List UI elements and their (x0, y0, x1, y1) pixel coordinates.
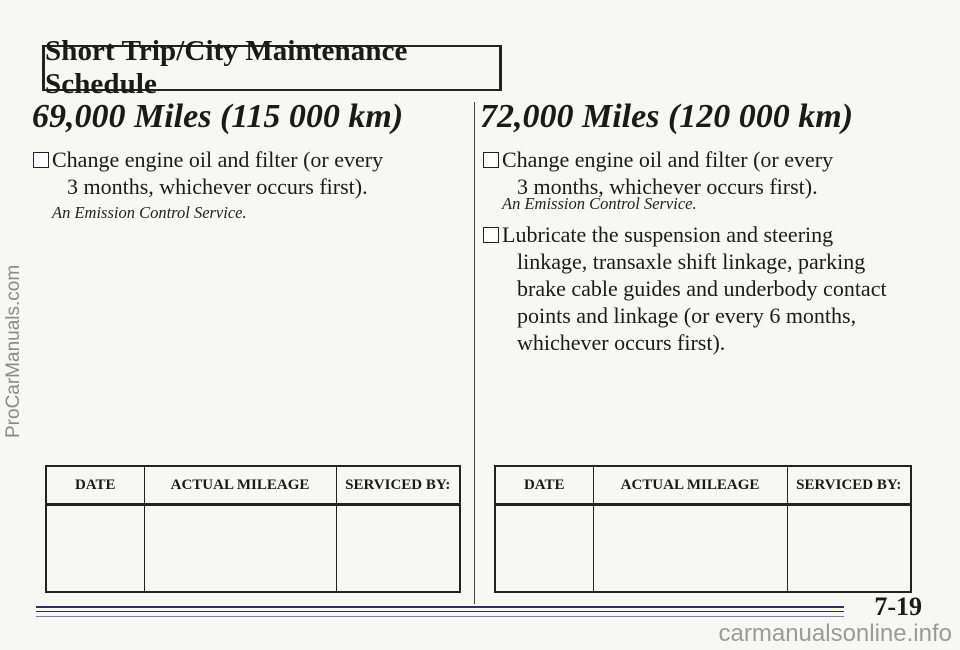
section-header (42, 35, 502, 100)
column-header: SERVICED BY: (336, 466, 460, 505)
column-divider (474, 102, 475, 604)
emission-note: An Emission Control Service. (52, 203, 247, 222)
item-text: whichever occurs first). (517, 330, 726, 355)
checklist-item (32, 146, 462, 200)
table-header-row (495, 466, 911, 505)
column-header: DATE (495, 466, 593, 505)
serviced-by-cell[interactable] (787, 505, 911, 593)
date-cell[interactable] (46, 505, 144, 593)
column-header: ACTUAL MILEAGE (593, 466, 787, 505)
page-number: 7-19 (874, 592, 922, 621)
item-text: brake cable guides and underbody contact (517, 276, 887, 301)
footer-rule (36, 606, 844, 608)
item-text: 3 months, whichever occurs first). (67, 174, 368, 199)
footer-rule (36, 611, 844, 612)
side-watermark: ProCarManuals.com (3, 264, 24, 438)
column-header: DATE (46, 466, 144, 505)
column-header: SERVICED BY: (787, 466, 911, 505)
milestone-heading-right: 72,000 Miles (120 000 km) (480, 98, 854, 135)
section-title: Short Trip/City Maintenance Schedule (45, 35, 408, 100)
item-text: Change engine oil and filter (or every (52, 147, 384, 172)
checkbox-icon (33, 152, 49, 168)
serviced-by-cell[interactable] (336, 505, 460, 593)
checkbox-icon (483, 152, 499, 168)
date-cell[interactable] (495, 505, 593, 593)
mileage-cell[interactable] (144, 505, 336, 593)
item-text: linkage, transaxle shift linkage, parking (517, 249, 866, 274)
table-row (495, 505, 911, 593)
checklist-item (482, 146, 912, 200)
checklist-item (482, 221, 912, 356)
milestone-heading-left: 69,000 Miles (115 000 km) (32, 98, 404, 135)
service-record-table-left (45, 465, 461, 593)
item-text: Lubricate the suspension and steering (502, 222, 834, 247)
column-header: ACTUAL MILEAGE (144, 466, 336, 505)
item-text: Change engine oil and filter (or every (502, 147, 834, 172)
table-row (46, 505, 460, 593)
emission-note: An Emission Control Service. (502, 194, 697, 213)
service-record-table-right (494, 465, 912, 593)
footer-rule (36, 616, 844, 617)
bottom-watermark: carmanualsonline.info (718, 620, 952, 647)
item-text: points and linkage (or every 6 months, (517, 303, 857, 328)
item-text: 3 months, whichever occurs first). (517, 174, 818, 199)
table-header-row (46, 466, 460, 505)
checkbox-icon (483, 227, 499, 243)
mileage-cell[interactable] (593, 505, 787, 593)
